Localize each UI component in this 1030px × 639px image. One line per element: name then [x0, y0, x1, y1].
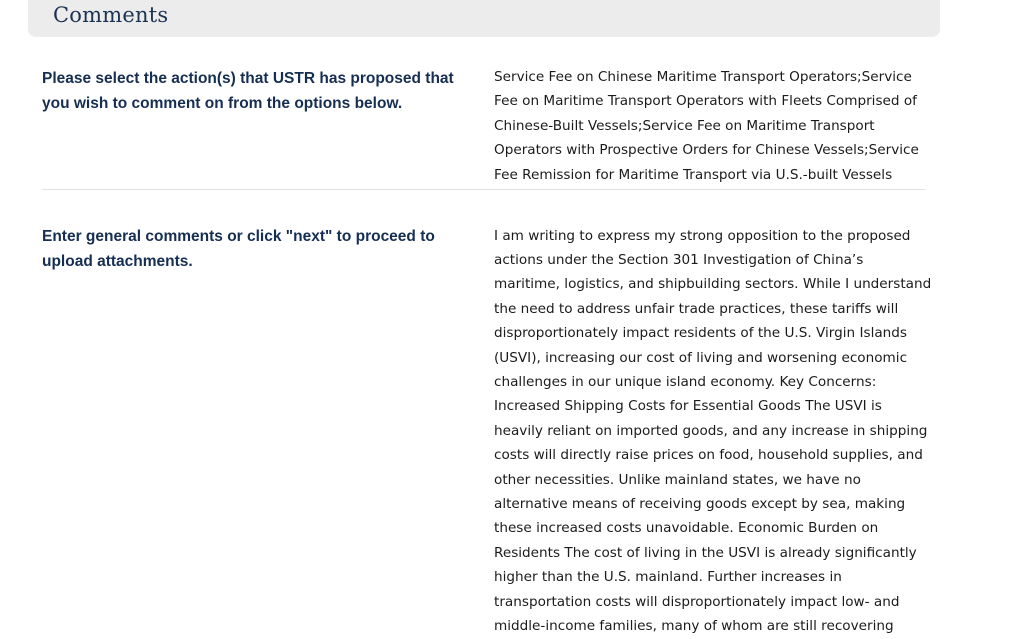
comments-section-header [28, 0, 940, 37]
section-title: Comments [53, 3, 169, 27]
actions-field-value: Service Fee on Chinese Maritime Transport Operators;Service Fee on Maritime Transport Operators with Fleets Comprised of Chinese-Built Vessels;Service Fee on Maritime Transport Operators with Prospective Orders for Chinese Vessels;Service Fee Remission for Maritime Transport via U.S.-built Vessels [494, 69, 919, 183]
general-comments-label: Enter general comments or click "next" to proceed to upload attachments. [42, 228, 435, 270]
row-divider [42, 189, 925, 190]
general-comments-value: I am writing to express my strong opposition to the proposed actions under the Section 301 Investigation of China’s maritime, logistics, and shipbuilding sectors. While I understand the need to address unfair trade practices, these tariffs will disproportionately impact residents of the U.S. Virgin Islands (USVI), increasing our cost of living and worsening economic challenges in our unique island economy. Key Concerns: Increased Shipping Costs for Essential Goods The USVI is heavily reliant on imported goods, and any increase in shipping costs will directly raise prices on food, household supplies, and other necessities. Unlike mainland states, we have no alternative means of receiving goods except by sea, making these increased costs unavoidable. Economic Burden on Residents The cost of living in the USVI is already significantly higher than the U.S. mainland. Further increases in transportation costs will disproportionately impact low- and middle-income families, many of whom are still recovering [494, 227, 932, 634]
actions-field-label: Please select the action(s) that USTR has proposed that you wish to comment on from the options below. [42, 70, 454, 112]
